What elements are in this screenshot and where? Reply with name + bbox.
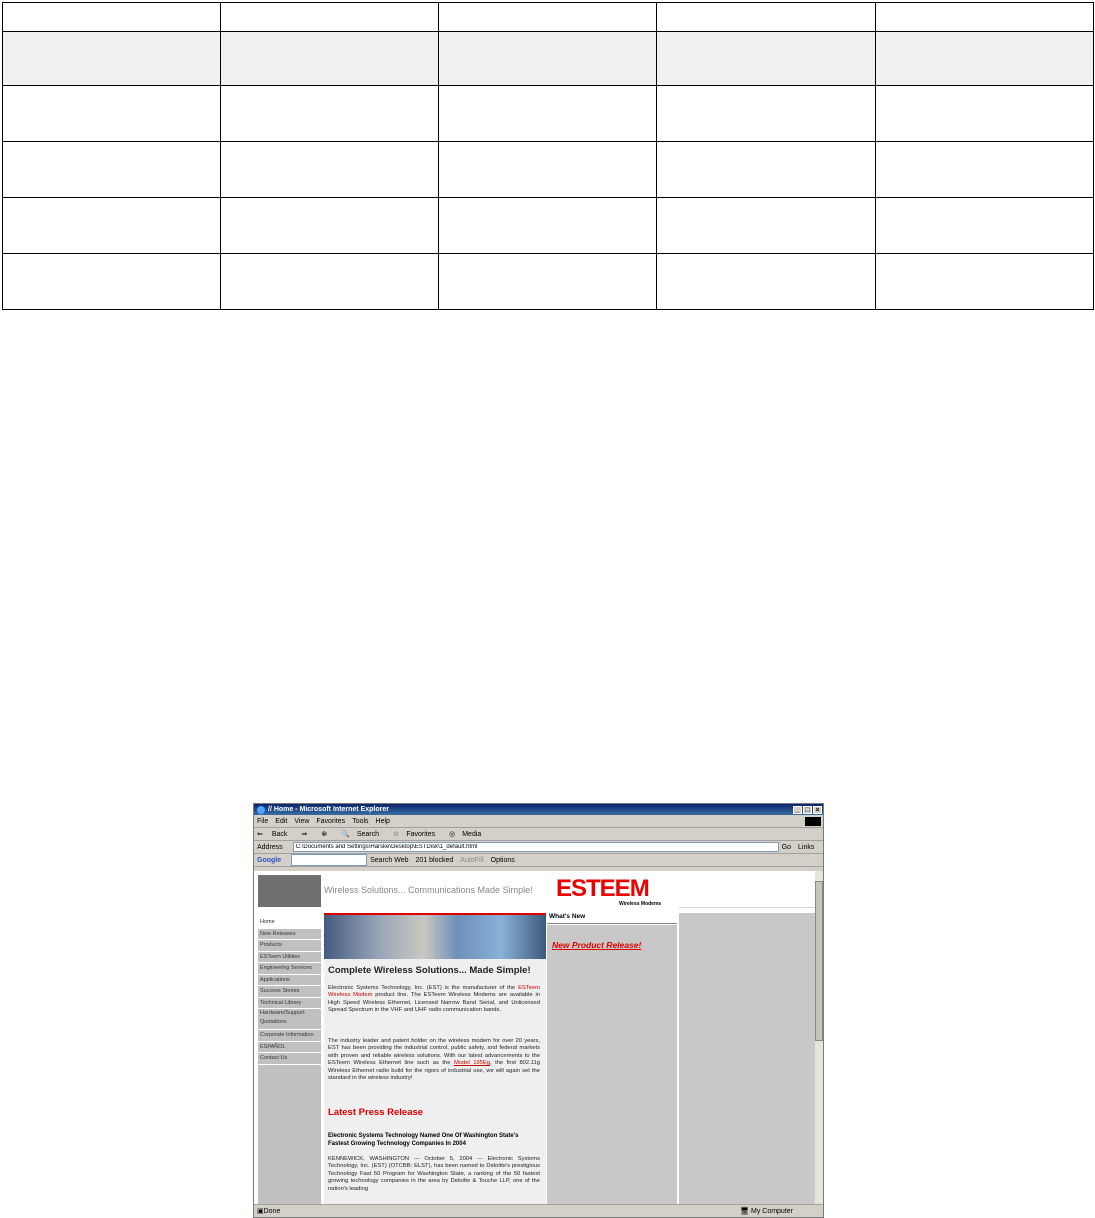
star-icon: ☆ [393, 831, 400, 838]
whats-new-panel [547, 925, 677, 1205]
computer-icon: 🖥 [740, 1208, 751, 1215]
site-tagline: Wireless Solutions... Communications Made Simple! [324, 885, 533, 895]
status-text: Done [263, 1207, 281, 1215]
table-row [3, 198, 1094, 254]
nav-item-espanol[interactable]: ESPAÑOL [258, 1042, 321, 1054]
table-header-row [3, 3, 1094, 32]
minimize-button[interactable]: _ [793, 806, 802, 814]
esteem-logo[interactable]: ESTEEM [556, 875, 649, 902]
divider [679, 907, 817, 908]
esteem-modem-link[interactable]: ESTeem Wireless Modem [328, 985, 540, 999]
nav-item-products[interactable]: Products [258, 940, 321, 952]
model-195eg-link[interactable]: Model 195Eg [453, 1060, 490, 1067]
scrollbar-thumb[interactable] [815, 881, 823, 1041]
empty-table [2, 2, 1094, 310]
maximize-button[interactable]: □ [803, 806, 812, 814]
press-release-title: Latest Press Release [328, 1107, 424, 1118]
right-column [679, 913, 817, 1205]
browser-window [253, 803, 824, 1218]
page-icon: ▣ [257, 1208, 264, 1215]
menu-edit[interactable]: Edit [275, 817, 288, 825]
ie-icon [257, 806, 265, 814]
menu-view[interactable]: View [294, 817, 310, 825]
nav-item-success-stories[interactable]: Success Stories [258, 986, 321, 998]
back-button[interactable]: ⇐ Back [257, 831, 288, 838]
nav-item-applications[interactable]: Applications [258, 975, 321, 987]
table-row [3, 32, 1094, 86]
address-input[interactable] [293, 842, 779, 852]
close-button[interactable]: × [813, 806, 822, 814]
site-logo-image [258, 875, 321, 907]
address-bar [254, 841, 823, 854]
google-toolbar [254, 854, 823, 867]
stop-icon: ⊗ [321, 831, 328, 838]
windows-flag-icon [805, 817, 821, 826]
google-search-input[interactable] [291, 854, 367, 866]
vertical-scrollbar[interactable] [815, 871, 823, 1205]
search-button[interactable]: 🔍 Search [341, 831, 380, 838]
new-product-release-link[interactable]: New Product Release! [552, 940, 642, 950]
headline: Complete Wireless Solutions... Made Simple! [328, 965, 531, 976]
banner-photo-strip [324, 913, 546, 961]
menu-file[interactable]: File [257, 817, 269, 825]
forward-button[interactable] [301, 830, 314, 838]
forward-arrow-icon: ⇒ [301, 831, 308, 838]
media-button[interactable]: ◎ Media [449, 831, 482, 838]
menu-help[interactable]: Help [375, 817, 390, 825]
zone-indicator: 🖥 My Computer [740, 1208, 793, 1215]
nav-item-new-releases[interactable]: New Releases [258, 929, 321, 941]
nav-item-quotations[interactable]: Hardware/Support Quotations [258, 1009, 321, 1030]
title-bar[interactable] [254, 804, 823, 815]
nav-item-contact-us[interactable]: Contact Us [258, 1053, 321, 1065]
page-viewport [254, 871, 817, 1205]
nav-item-technical-library[interactable]: Technical Library [258, 998, 321, 1010]
menu-bar [254, 815, 823, 828]
whats-new-header: What's New [547, 913, 677, 924]
back-arrow-icon: ⇐ [257, 831, 265, 838]
nav-item-engineering-services[interactable]: Engineering Services [258, 963, 321, 975]
go-button[interactable]: Go [781, 843, 792, 851]
nav-item-esteem-utilities[interactable]: ESTeem Utilities [258, 952, 321, 964]
address-label: Address [257, 843, 283, 851]
leader-paragraph: The industry leader and patent holder on the wireless modem for over 20 years, EST has been providing the industrial control, public safety, and federal markets with proven and reliable wireless solutions. With our latest advancements to the ESTeem Wireless Ethernet line such as the Model 195Eg, the first 802.11g Wireless Ethernet radio build for the rigors of industrial use, we will again set the standard in the wireless industry! [328, 1038, 540, 1082]
menu-favorites[interactable]: Favorites [316, 817, 346, 825]
toolbar [254, 828, 823, 841]
press-release-headline[interactable]: Electronic Systems Technology Named One Of Washington State's Fastest Growing Technology Companies In 2004 [328, 1133, 519, 1147]
search-web-button[interactable]: Search Web [370, 856, 409, 864]
menu-tools[interactable]: Tools [352, 817, 369, 825]
media-icon: ◎ [449, 831, 456, 838]
favorites-button[interactable]: ☆ Favorites [393, 831, 436, 838]
esteem-logo-subtitle: Wireless Modems [619, 901, 662, 907]
popup-blocked-button[interactable]: 201 blocked [415, 856, 454, 864]
status-bar [254, 1204, 823, 1217]
intro-paragraph: Electronic Systems Technology, Inc. (EST) is the manufacturer of the ESTeem Wireless Modem product line. The ESTeem Wireless Modems are available in High Speed Wireless Ethernet, Licensed Narrow Band Serial, and Unlicensed Spread Spectrum in the VHF and UHF radio communication bands. [328, 985, 540, 1014]
links-button[interactable]: Links [798, 843, 815, 851]
options-button[interactable]: Options [490, 856, 515, 864]
table-row [3, 254, 1094, 310]
search-icon: 🔍 [341, 831, 350, 838]
window-title: // Home - Microsoft Internet Explorer [268, 806, 389, 813]
nav-item-corporate-information[interactable]: Corporate Information [258, 1030, 321, 1042]
nav-item-home[interactable]: Home [258, 917, 321, 929]
site-nav [258, 917, 321, 1205]
google-logo[interactable]: Google [257, 856, 282, 864]
table-row [3, 86, 1094, 142]
autofill-button[interactable]: AutoFill [460, 856, 484, 864]
press-release-body: KENNEWICK, WASHINGTON --- October 5, 2004 --- Electronic Systems Technology, Inc. (EST) (OTCBB: ELST), has been named to Deloitte's prestigious Technology Fast 50 Program for Washington State, a ranking of the 50 fastest growing technology companies in the area by Deloitte & Touche LLP, one of the nation's leading [328, 1156, 540, 1192]
table-row [3, 142, 1094, 198]
stop-button[interactable] [321, 830, 334, 838]
